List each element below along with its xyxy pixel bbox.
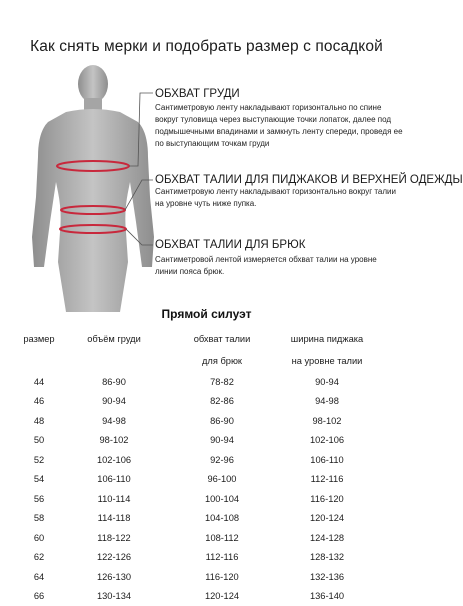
cell-chest: 106-110 [56,474,172,484]
table-row [22,470,402,490]
header-jacket-width: ширина пиджака [272,334,382,344]
size-table [22,328,402,606]
cell-jacket-width: 136-140 [272,591,382,601]
callout-trouser-waist-title: ОБХВАТ ТАЛИИ ДЛЯ БРЮК [155,239,305,251]
cell-trouser-waist: 92-96 [172,455,272,465]
table-body [22,372,402,606]
cell-chest: 122-126 [56,552,172,562]
cell-jacket-width: 94-98 [272,396,382,406]
cell-chest: 130-134 [56,591,172,601]
cell-size: 44 [22,377,56,387]
cell-jacket-width: 124-128 [272,533,382,543]
cell-chest: 86-90 [56,377,172,387]
callout-chest-title: ОБХВАТ ГРУДИ [155,88,240,100]
cell-trouser-waist: 108-112 [172,533,272,543]
table-row [22,372,402,392]
callout-waist-text: Сантиметровую ленту накладывают горизонтально вокруг талии на уровне чуть ниже пупка. [155,186,403,210]
table-row [22,567,402,587]
cell-trouser-waist: 78-82 [172,377,272,387]
cell-size: 60 [22,533,56,543]
cell-size: 48 [22,416,56,426]
callout-waist-title: ОБХВАТ ТАЛИИ ДЛЯ ПИДЖАКОВ И ВЕРХНЕЙ ОДЕЖДЫ [155,174,463,186]
cell-trouser-waist: 90-94 [172,435,272,445]
table-row [22,489,402,509]
callout-chest-text: Сантиметровую ленту накладывают горизонтально по спине вокруг туловища через выступающие точки лопаток, далее под подмышечными впадинами и замкнуть ленту спереди, проведя ее по выступающим точкам груди [155,102,403,150]
cell-trouser-waist: 86-90 [172,416,272,426]
cell-size: 52 [22,455,56,465]
table-row [22,587,402,606]
table-row [22,548,402,568]
cell-size: 50 [22,435,56,445]
cell-trouser-waist: 116-120 [172,572,272,582]
cell-chest: 110-114 [56,494,172,504]
cell-size: 62 [22,552,56,562]
table-row [22,431,402,451]
cell-jacket-width: 112-116 [272,474,382,484]
header-size: размер [22,334,56,344]
table-row [22,528,402,548]
cell-size: 46 [22,396,56,406]
table-row [22,392,402,412]
cell-chest: 98-102 [56,435,172,445]
header-chest: объём груди [56,334,172,344]
cell-trouser-waist: 82-86 [172,396,272,406]
cell-size: 58 [22,513,56,523]
body-silhouette-figure [20,62,170,312]
torso-shape [32,109,154,312]
cell-chest: 118-122 [56,533,172,543]
cell-trouser-waist: 112-116 [172,552,272,562]
header-trouser-waist-line2: для брюк [172,356,272,366]
table-title: Прямой силуэт [0,307,413,321]
cell-chest: 90-94 [56,396,172,406]
page-title: Как снять мерки и подобрать размер с посадкой [0,38,413,56]
cell-trouser-waist: 120-124 [172,591,272,601]
cell-trouser-waist: 100-104 [172,494,272,504]
cell-jacket-width: 90-94 [272,377,382,387]
callout-trouser-waist-text: Сантиметровой лентой измеряется обхват талии на уровне линии пояса брюк. [155,254,390,278]
cell-chest: 126-130 [56,572,172,582]
table-row [22,509,402,529]
head-shape [78,65,108,103]
cell-jacket-width: 106-110 [272,455,382,465]
table-header-row [22,328,402,350]
cell-chest: 102-106 [56,455,172,465]
cell-jacket-width: 98-102 [272,416,382,426]
cell-trouser-waist: 104-108 [172,513,272,523]
cell-chest: 114-118 [56,513,172,523]
cell-jacket-width: 102-106 [272,435,382,445]
cell-jacket-width: 128-132 [272,552,382,562]
cell-jacket-width: 120-124 [272,513,382,523]
cell-size: 54 [22,474,56,484]
cell-size: 64 [22,572,56,582]
table-row [22,411,402,431]
header-trouser-waist: обхват талии [172,334,272,344]
cell-trouser-waist: 96-100 [172,474,272,484]
header-jacket-width-line2: на уровне талии [272,356,382,366]
cell-jacket-width: 132-136 [272,572,382,582]
table-row [22,450,402,470]
cell-size: 56 [22,494,56,504]
cell-size: 66 [22,591,56,601]
cell-chest: 94-98 [56,416,172,426]
cell-jacket-width: 116-120 [272,494,382,504]
table-header-row-2 [22,350,402,372]
